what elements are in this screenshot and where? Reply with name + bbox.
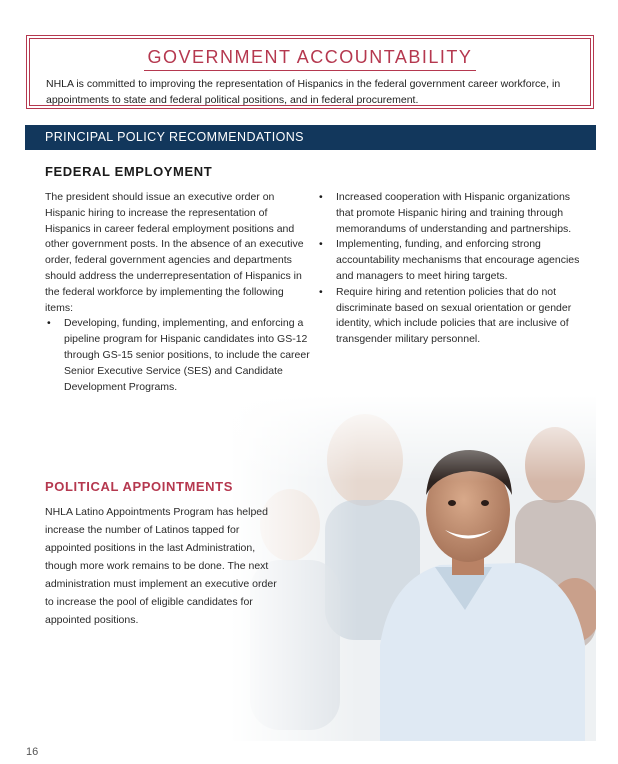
section-intro: NHLA is committed to improving the representation of Hispanics in the federal government career workforce, in appointments to state and federal political positions, and in federal procurement. xyxy=(46,78,561,106)
federal-employment-heading: FEDERAL EMPLOYMENT xyxy=(45,164,213,179)
federal-employment-left-column xyxy=(45,190,310,395)
list-item: • Require hiring and retention policies that do not discriminate based on sexual orientation or gender identity, which include policies that are inclusive of transgender military personnel. xyxy=(319,285,572,346)
page-number: 16 xyxy=(26,746,39,758)
header-box xyxy=(26,35,594,109)
recommendations-band: PRINCIPAL POLICY RECOMMENDATIONS xyxy=(25,125,596,150)
bullet-icon: • xyxy=(319,238,323,251)
federal-employment-intro: The president should issue an executive order on Hispanic hiring to increase the representation of Hispanics in career federal employment positions and other government posts. In the absence of an executive order, federal government agencies and departments should address the underrepresentation of Hispanics in the federal workforce by implementing the following items: xyxy=(45,191,304,314)
bullet-icon: • xyxy=(319,285,323,298)
political-appointments-text: NHLA Latino Appointments Program has helped increase the number of Latinos tapped for appointed positions in the last Administration, though more work remains to be done. The next administration must implement an executive order to increase the pool of eligible candidates for appointed positions. xyxy=(45,506,277,626)
federal-employment-right-column xyxy=(317,190,582,348)
left-bullet-list xyxy=(45,316,310,395)
header-inner xyxy=(29,38,591,106)
section-title: GOVERNMENT ACCOUNTABILITY xyxy=(144,47,477,71)
bullet-icon: • xyxy=(319,191,323,203)
right-bullet-list xyxy=(317,190,582,348)
bullet-icon: • xyxy=(47,317,51,330)
list-item: • Developing, funding, implementing, and enforcing a pipeline program for Hispanic candidates into GS-12 through GS-15 senior positions, to include the career Senior Executive Service (SES) and Candidate Development Programs. xyxy=(47,317,310,393)
list-item: • Implementing, funding, and enforcing strong accountability mechanisms that encourage agencies and managers to meet hiring targets. xyxy=(319,238,580,282)
political-appointments-heading: POLITICAL APPOINTMENTS xyxy=(45,479,233,494)
list-item: • Increased cooperation with Hispanic organizations that promote Hispanic hiring and training through memorandums of understanding and partnerships. xyxy=(319,191,572,235)
